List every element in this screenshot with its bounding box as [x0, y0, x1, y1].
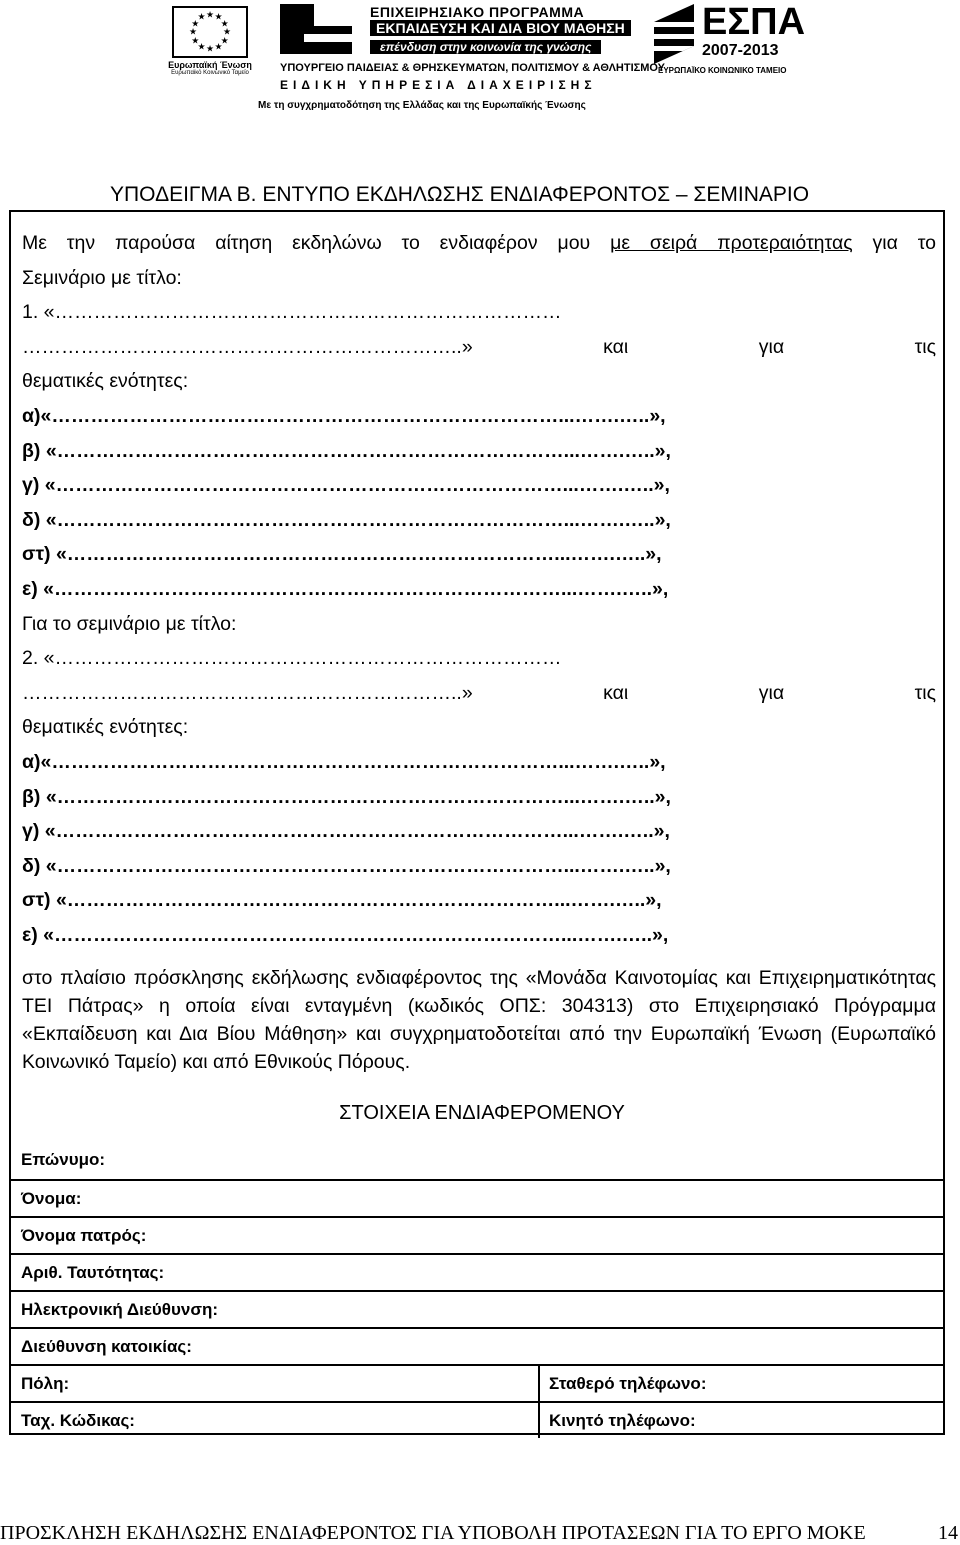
ministry-name: ΥΠΟΥΡΓΕΙΟ ΠΑΙΔΕΙΑΣ & ΘΡΗΣΚΕΥΜΑΤΩΝ, ΠΟΛΙΤΙΣΜΟΥ & ΑΘΛΗΤΙΣΜΟΥ — [280, 62, 665, 74]
field-postal-mobile[interactable] — [11, 1401, 943, 1438]
field-address-label: Διεύθυνση κατοικίας: — [21, 1337, 192, 1356]
intro-line-1: Με την παρούσα αίτηση εκδηλώνω το ενδιαφέρον μου με σειρά προτεραιότητας για το — [22, 232, 936, 254]
seminar1-title-cont: …………………………………………………………..» και για τις — [22, 335, 936, 358]
field-email-label: Ηλεκτρονική Διεύθυνση: — [21, 1300, 219, 1319]
seminar1-unit-d: δ) «……………………………………………………………………...…….…..», — [22, 508, 671, 531]
field-email[interactable] — [11, 1290, 943, 1327]
applicant-section-title: ΣΤΟΙΧΕΙΑ ΕΝΔΙΑΦΕΡΟΜΕΝΟΥ — [339, 1102, 625, 1124]
seminar1-unit-st: στ) «…………………………………………………………………...…….…..», — [22, 543, 662, 566]
eu-star-icon: ★ — [205, 9, 215, 20]
eu-name: Ευρωπαϊκή Ένωση — [168, 60, 252, 70]
header-logos — [0, 0, 960, 120]
field-father-name-label: Όνομα πατρός: — [21, 1226, 147, 1245]
form-content — [22, 226, 936, 1076]
seminar1-unit-c: γ) «……………………………………………………………………...…….…..», — [22, 474, 670, 497]
seminar2-unit-st: στ) «…………………………………………………………………...…….…..», — [22, 889, 662, 912]
eu-star-icon: ★ — [197, 11, 206, 22]
cofunding-note: Με τη συγχρηματοδότηση της Ελλάδας και της Ευρωπαϊκής Ένωσης — [258, 100, 586, 111]
espa-word: ΕΣΠΑ — [702, 1, 806, 43]
seminar2-unit-b: β) «……………………………………………………………………...…….…..», — [22, 785, 671, 808]
seminar2-title-start: 2. «…………………………………………………………………… — [22, 647, 562, 670]
column-divider — [538, 1401, 540, 1438]
seminar1-unit-a: α)«……………………………………………………………………...…….…..», — [22, 404, 666, 427]
eu-subtitle: Ευρωπαϊκό Κοινωνικό Ταμείο — [171, 70, 249, 76]
seminar2-unit-d: δ) «……………………………………………………………………...…….…..», — [22, 854, 671, 877]
context-paragraph: στο πλαίσιο πρόσκλησης εκδήλωσης ενδιαφέροντος της «Μονάδα Καινοτομίας και Επιχειρηματικότητας ΤΕΙ Πάτρας» η οποία είναι ενταγμένη (κωδικός ΟΠΣ: 304313) στο Επιχειρησιακό Πρόγραμμα «Εκπαίδευση και Δια Βίου Μάθηση» και συγχρηματοδοτείται από την Ευρωπαϊκή Ένωση (Ευρωπαϊκό Κοινωνικό Ταμείο) και από Εθνικούς Πόρους. — [22, 967, 936, 1074]
page-number: 14 — [938, 1522, 958, 1544]
application-form — [9, 210, 945, 1435]
programme-title-line1: ΕΠΙΧΕΙΡΗΣΙΑΚΟ ΠΡΟΓΡΑΜΜΑ — [370, 4, 585, 20]
seminar2-units-label: θεματικές ενότητες: — [22, 716, 189, 739]
field-father-name[interactable] — [11, 1216, 943, 1253]
programme-title-line2: ΕΚΠΑΙΔΕΥΣΗ ΚΑΙ ΔΙΑ ΒΙΟΥ ΜΑΘΗΣΗ — [370, 20, 631, 36]
managing-service: ΕΙΔΙΚΗ ΥΠΗΡΕΣΙΑ ΔΙΑΧΕΙΡΙΣΗΣ — [280, 78, 597, 92]
seminar1-unit-b: β) «……………………………………………………………………...…….…..», — [22, 439, 671, 462]
eu-star-icon: ★ — [205, 43, 215, 54]
seminar2-unit-c: γ) «……………………………………………………………………...…….…..», — [22, 820, 670, 843]
applicant-fields — [11, 1142, 943, 1438]
field-name[interactable] — [11, 1179, 943, 1216]
seminar1-units-label: θεματικές ενότητες: — [22, 370, 189, 393]
eu-star-icon: ★ — [197, 41, 206, 52]
document-title: ΥΠΟΔΕΙΓΜΑ Β. ΕΝΤΥΠΟ ΕΚΔΗΛΩΣΗΣ ΕΝΔΙΑΦΕΡΟΝΤΟΣ – ΣΕΜΙΝΑΡΙΟ — [110, 183, 810, 206]
field-name-label: Όνομα: — [21, 1189, 82, 1208]
seminar2-unit-e: ε) «……………………………………………………………………...…….…..», — [22, 923, 669, 946]
field-landline-label: Σταθερό τηλέφωνο: — [549, 1374, 707, 1393]
seminar2-title-cont: …………………………………………………………..» και για τις — [22, 681, 936, 704]
field-address[interactable] — [11, 1327, 943, 1364]
greek-flag-icon — [654, 4, 694, 64]
eu-star-icon: ★ — [220, 18, 229, 28]
espa-years: 2007-2013 — [702, 42, 779, 59]
intro-line-2: Σεμινάριο με τίτλο: — [22, 266, 182, 289]
eu-star-icon: ★ — [191, 18, 200, 28]
eu-star-icon: ★ — [191, 35, 200, 45]
programme-slogan: επένδυση στην κοινωνία της γνώσης — [370, 40, 601, 54]
eu-star-icon: ★ — [222, 26, 232, 37]
column-divider — [538, 1364, 540, 1401]
field-postal-code-label: Ταχ. Κώδικας: — [21, 1411, 135, 1430]
eu-star-icon: ★ — [214, 11, 223, 22]
field-surname-label: Επώνυμο: — [21, 1150, 106, 1169]
programme-mark-icon — [280, 4, 352, 54]
espa-logo — [654, 2, 804, 82]
seminar1-unit-e: ε) «……………………………………………………………………...…….…..», — [22, 577, 669, 600]
eu-star-icon: ★ — [220, 35, 229, 45]
footer-text: ΠΡΟΣΚΛΗΣΗ ΕΚΔΗΛΩΣΗΣ ΕΝΔΙΑΦΕΡΟΝΤΟΣ ΓΙΑ ΥΠΟΒΟΛΗ ΠΡΟΤΑΣΕΩΝ ΓΙΑ ΤΟ ΕΡΓΟ ΜΟΚΕ — [0, 1522, 866, 1544]
seminar2-unit-a: α)«……………………………………………………………………...…….…..», — [22, 750, 666, 773]
espa-fund: ΕΥΡΩΠΑΪΚΟ ΚΟΙΝΩΝΙΚΟ ΤΑΜΕΙΟ — [658, 66, 787, 75]
field-id-number[interactable] — [11, 1253, 943, 1290]
field-city-landline[interactable] — [11, 1364, 943, 1401]
eu-star-icon: ★ — [188, 26, 198, 37]
seminar1-title-start: 1. «…………………………………………………………………… — [22, 301, 562, 324]
seminar2-label: Για το σεμινάριο με τίτλο: — [22, 612, 237, 635]
eu-star-icon: ★ — [214, 41, 223, 52]
field-id-number-label: Αριθ. Ταυτότητας: — [21, 1263, 165, 1282]
eu-flag-icon — [172, 6, 248, 58]
eu-logo — [164, 6, 256, 76]
priority-underline: με σειρά προτεραιότητας — [610, 232, 853, 254]
field-city-label: Πόλη: — [21, 1374, 70, 1393]
field-mobile-label: Κινητό τηλέφωνο: — [549, 1411, 696, 1430]
operational-programme-logo — [258, 4, 665, 112]
field-surname[interactable] — [11, 1142, 943, 1179]
